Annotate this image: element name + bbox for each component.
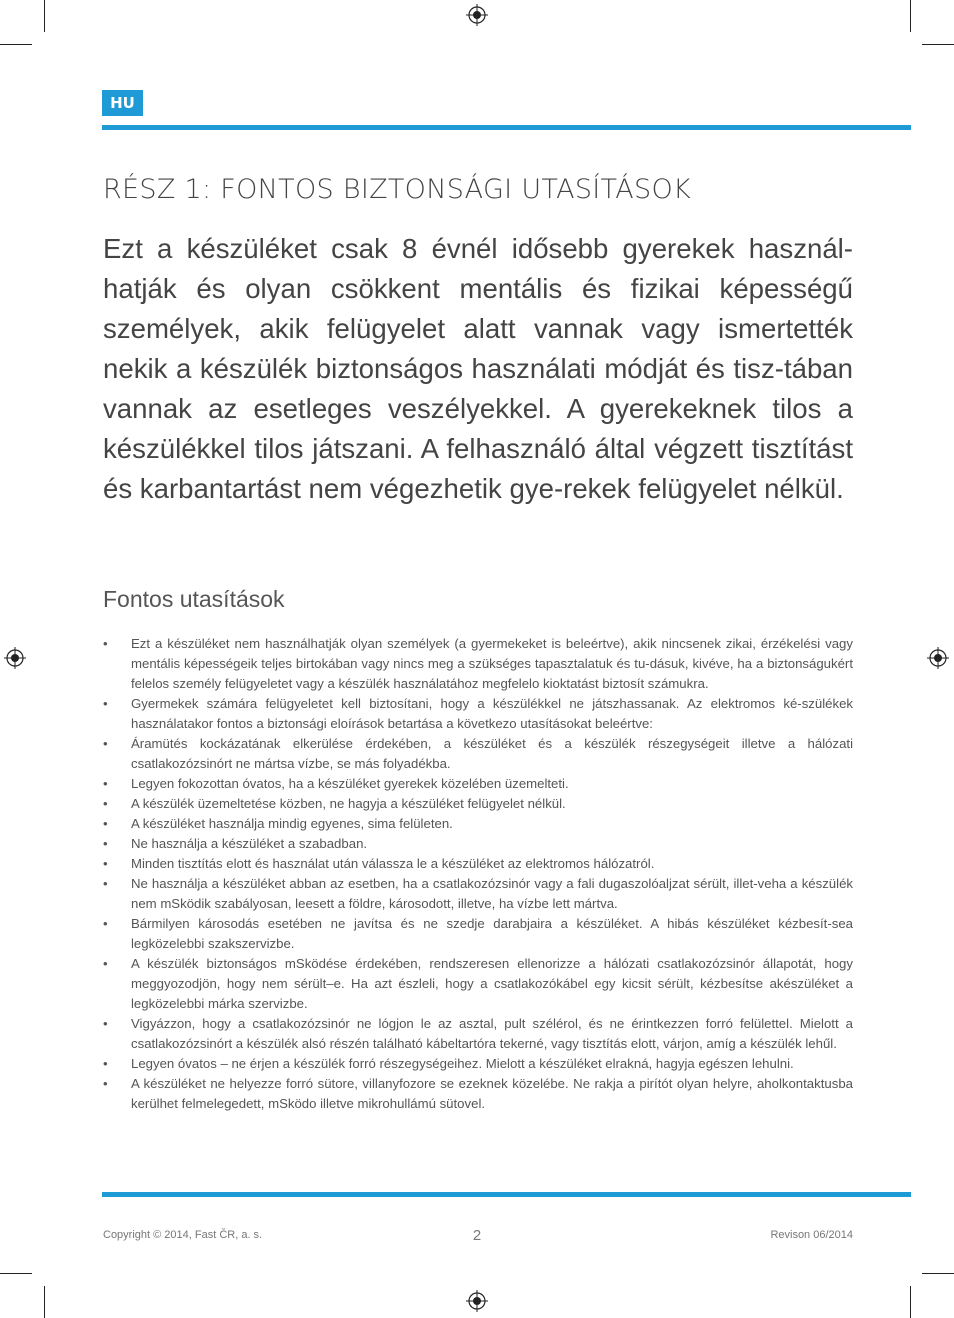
list-item-text: Ne használja a készüléket abban az esetben, ha a csatlakozózsinór vagy a fali dugaszolóaljzat sérült, illet-veha a készülék nem mSködik szabályosan, leesett a földre, károsodott, illetve, ha vízbe lett mártva. xyxy=(131,876,853,911)
list-item-text: Vigyázzon, hogy a csatlakozózsinór ne lógjon le az asztal, pult szélérol, és ne érintkezzen forró felülettel. Mielott a csatlakozózsinórt a készülék alsó részén található kábeltartóra tekerné, vagy tisztítás elott, várjon, amíg a készülék lehűl. xyxy=(131,1016,853,1051)
intro-paragraph: Ezt a készüléket csak 8 évnél idősebb gyerekek használ-hatják és olyan csökkent mentális és fizikai képességű személyek, akik felügyelet alatt vannak vagy ismertették nekik a készülék biztonságos használati módját és tisz-tában vannak az esetleges veszélyekkel. A gyerekeknek tilos a készülékkel tilos játszani. A felhasználó által végzett tisztítást és karbantartást nem végezhetik gye-rekek felügyelet nélkül. xyxy=(103,233,853,504)
list-item xyxy=(103,954,853,1014)
list-item-text: Ezt a készüléket nem használhatják olyan személyek (a gyermekeket is beleértve), akik nincsenek zikai, érzékelési vagy mentális képességeik teljes birtokában vagy nincs meg a szükséges tapasztalatuk és tu-dásuk, kivéve, ha a biztonságukért felelos személy felügyeletet vagy a készülék használatához megfelelo kioktatást biztosít számukra. xyxy=(131,636,853,691)
list-item xyxy=(103,774,853,794)
list-item xyxy=(103,1014,853,1054)
list-item xyxy=(103,734,853,774)
crop-mark xyxy=(922,1273,954,1274)
footer-revision: Revison 06/2014 xyxy=(770,1229,853,1241)
list-item xyxy=(103,1054,853,1074)
list-item-text: Ne használja a készüléket a szabadban. xyxy=(131,836,368,851)
crop-mark xyxy=(44,0,45,32)
language-badge: HU xyxy=(102,90,143,116)
list-item-text: Legyen óvatos – ne érjen a készülék forró részegységeihez. Mielott a készüléket elrakná, hagyja egészen lehulni. xyxy=(131,1056,794,1071)
list-item-text: Bármilyen károsodás esetében ne javítsa és ne szedje darabjaira a készüléket. A hibás készüléket kézbesít-sea legközelebbi szakszervizbe. xyxy=(131,916,853,951)
registration-mark-icon xyxy=(4,647,26,669)
bullet: • xyxy=(103,856,108,871)
registration-mark-icon xyxy=(927,647,949,669)
list-item xyxy=(103,814,853,834)
bullet: • xyxy=(103,1016,108,1031)
bullet: • xyxy=(103,776,108,791)
bullet: • xyxy=(103,876,108,891)
list-item xyxy=(103,854,853,874)
bullet: • xyxy=(103,816,108,831)
list-item-text: A készülék üzemeltetése közben, ne hagyja a készüléket felügyelet nélkül. xyxy=(131,796,566,811)
list-item-text: A készüléket használja mindig egyenes, sima felületen. xyxy=(131,816,453,831)
list-item xyxy=(103,634,853,694)
list-item-text: A készülék biztonságos mSködése érdekében, rendszeresen ellenorizze a hálózati csatlakozózsinór állapotát, hogy meggyozodjön, hogy nem sérült–e. Ha azt észleli, hogy a csatlakozókábel egy kicsit sérült, kézbesítse akészüléket a legközelebbi márka szervizbe. xyxy=(131,956,853,1011)
list-item-text: Gyermekek számára felügyeletet kell biztosítani, hogy a készülékkel ne játszhassanak. Az elektromos ké-szülékek használatakor fontos a biztonsági eloírások betartása a következo utasításokat beleértve: xyxy=(131,696,853,731)
subsection-title: Fontos utasítások xyxy=(103,586,285,612)
bullet: • xyxy=(103,1076,108,1091)
bullet: • xyxy=(103,1056,108,1071)
crop-mark xyxy=(0,44,32,45)
list-item xyxy=(103,1074,853,1114)
bullet: • xyxy=(103,796,108,811)
list-item-text: A készüléket ne helyezze forró sütore, villanyfozore se ezeknek közelébe. Ne rakja a pirítót olyan helyre, aholkontaktusba kerülhet felmelegedett, mSködo illetve mikrohullámú sütovel. xyxy=(131,1076,853,1111)
list-item-text: Legyen fokozottan óvatos, ha a készüléket gyerekek közelében üzemelteti. xyxy=(131,776,569,791)
registration-mark-icon xyxy=(466,1290,488,1312)
instruction-list xyxy=(103,634,853,1114)
list-item-text: Minden tisztítás elott és használat után válassza le a készüléket az elektromos hálózatról. xyxy=(131,856,655,871)
list-item xyxy=(103,794,853,814)
list-item xyxy=(103,834,853,854)
bullet: • xyxy=(103,836,108,851)
bullet: • xyxy=(103,956,108,971)
section-title: RÉSZ 1: FONTOS BIZTONSÁGI UTASÍTÁSOK xyxy=(103,174,692,205)
crop-mark xyxy=(44,1286,45,1318)
crop-mark xyxy=(922,44,954,45)
list-item xyxy=(103,694,853,734)
bullet: • xyxy=(103,636,108,651)
page-number: 2 xyxy=(472,1227,482,1244)
list-item xyxy=(103,874,853,914)
crop-mark xyxy=(0,1273,32,1274)
bullet: • xyxy=(103,736,108,751)
list-item xyxy=(103,914,853,954)
crop-mark xyxy=(910,1286,911,1318)
registration-mark-icon xyxy=(466,4,488,26)
bullet: • xyxy=(103,916,108,931)
bullet: • xyxy=(103,696,108,711)
list-item-text: Áramütés kockázatának elkerülése érdekében, a készüléket és a készülék részegységeit illetve a hálózati csatlakozózsinórt ne mártsa vízbe, se más folyadékba. xyxy=(131,736,853,771)
footer-copyright: Copyright © 2014, Fast ČR, a. s. xyxy=(103,1229,263,1241)
header-rule xyxy=(102,125,911,130)
footer-rule xyxy=(102,1192,911,1197)
crop-mark xyxy=(910,0,911,32)
